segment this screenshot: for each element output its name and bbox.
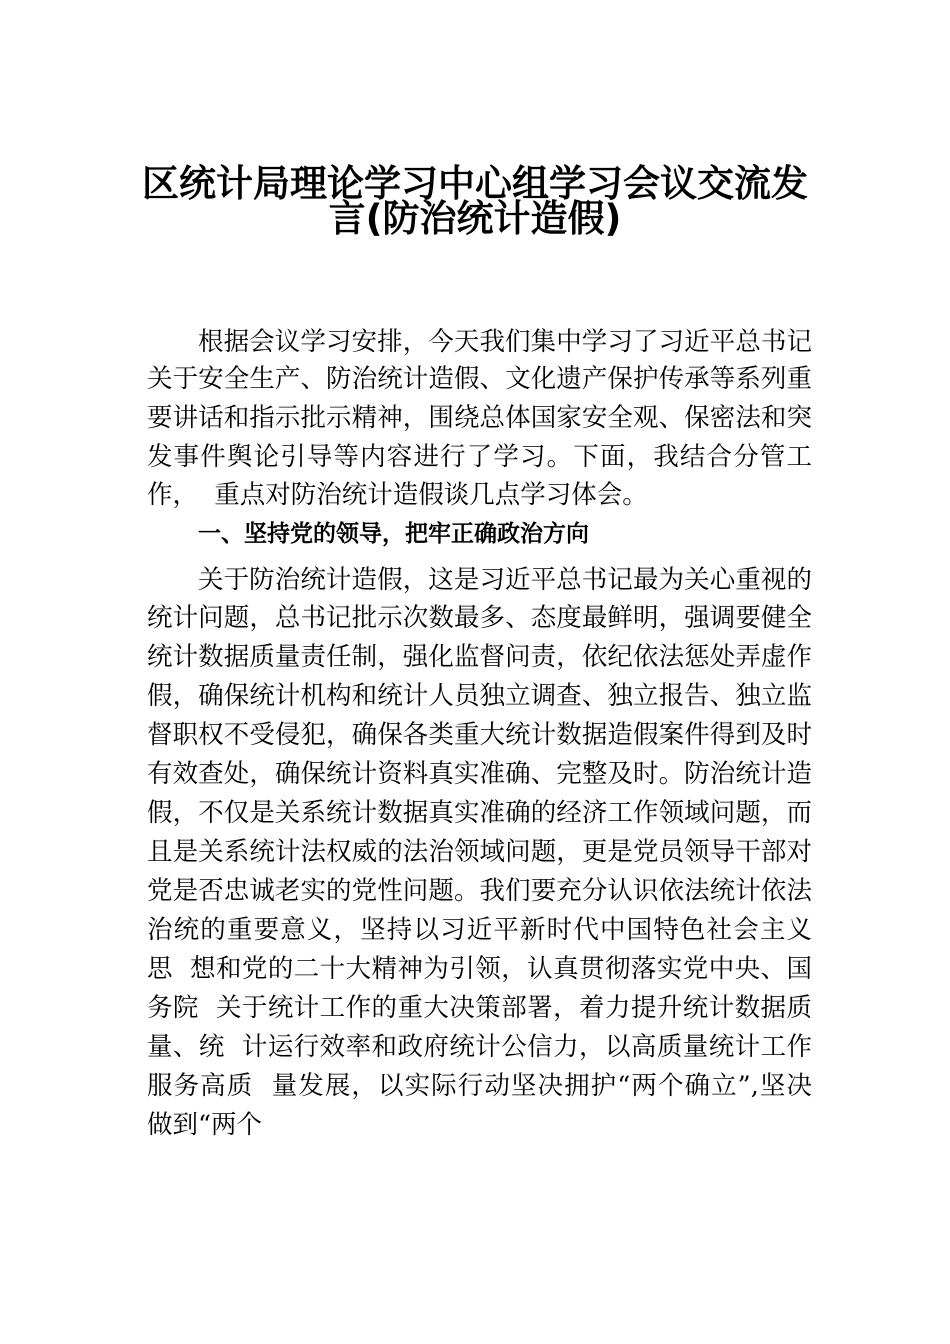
- paragraph-2-line-1: 关于防治统计造假，这是习近平总书记最为关心重视的: [198, 565, 812, 595]
- paragraph-1-line-2: 关于安全生产、防治统计造假、文化遗产保护传承等系列重: [147, 364, 812, 394]
- paragraph-2-line-3: 统计数据质量责任制，强化监督问责，依纪依法惩处弄虚作: [147, 642, 812, 672]
- paragraph-2-line-11: 思 想和党的二十大精神为引领，认真贯彻落实党中央、国: [147, 954, 812, 984]
- paragraph-2-line-6: 有效查处，确保统计资料真实准确、完整及时。防治统计造: [147, 759, 812, 789]
- document-title-line-1: 区统计局理论学习中心组学习会议交流发: [142, 162, 808, 205]
- paragraph-2-line-12: 务院 关于统计工作的重大决策部署，着力提升统计数据质: [147, 993, 812, 1023]
- paragraph-2-line-8: 且是关系统计法权威的法治领域问题，更是党员领导干部对: [147, 837, 812, 867]
- document-title-line-2: 言(防治统计造假): [328, 197, 622, 240]
- paragraph-1-line-3: 要讲话和指示批示精神，围绕总体国家安全观、保密法和突: [147, 403, 812, 433]
- paragraph-2-line-7: 假，不仅是关系统计数据真实准确的经济工作领域问题，而: [147, 798, 812, 828]
- paragraph-1-line-1: 根据会议学习安排，今天我们集中学习了习近平总书记: [198, 327, 812, 357]
- paragraph-1-line-4: 发事件舆论引导等内容进行了学习。下面，我结合分管工: [147, 442, 812, 472]
- paragraph-2-line-2: 统计问题，总书记批示次数最多、态度最鲜明，强调要健全: [147, 603, 812, 633]
- paragraph-2-line-9: 党是否忠诚老实的党性问题。我们要充分认识依法统计依法: [147, 876, 812, 906]
- paragraph-2-line-4: 假，确保统计机构和统计人员独立调查、独立报告、独立监: [147, 681, 812, 711]
- paragraph-2-line-14: 服务高质 量发展，以实际行动坚决拥护“两个确立”,坚决: [147, 1071, 812, 1101]
- paragraph-2-line-5: 督职权不受侵犯，确保各类重大统计数据造假案件得到及时: [147, 720, 812, 750]
- section-heading-1: 一、坚持党的领导，把牢正确政治方向: [198, 521, 589, 547]
- paragraph-1-line-5: 作， 重点对防治统计造假谈几点学习体会。: [147, 480, 648, 510]
- paragraph-2-line-10: 治统的重要意义，坚持以习近平新时代中国特色社会主义: [147, 915, 812, 945]
- paragraph-2-line-13: 量、统 计运行效率和政府统计公信力，以高质量统计工作: [147, 1032, 812, 1062]
- paragraph-2-line-15: 做到“两个: [147, 1110, 263, 1140]
